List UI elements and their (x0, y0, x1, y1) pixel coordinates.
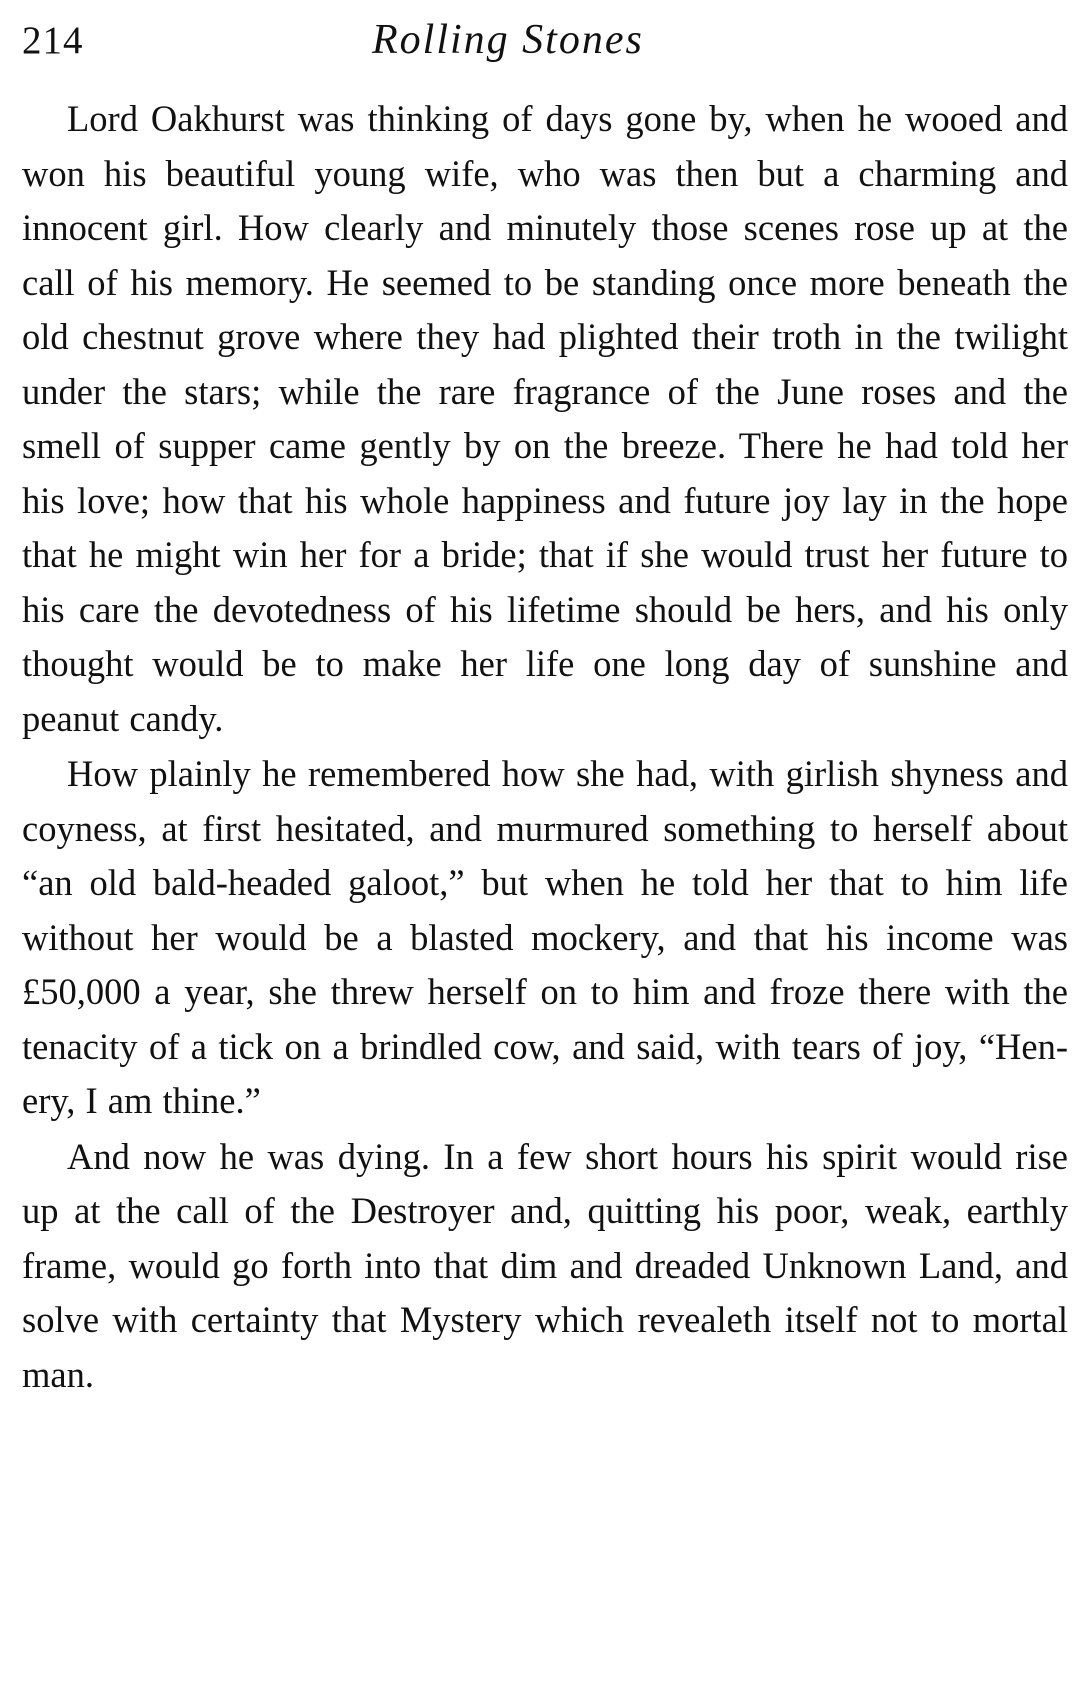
paragraph-3: And now he was dying. In a few short hours his spirit would rise up at the call of the Destroyer and, quitting his poor, weak, earthly frame, would go forth into that dim and dreaded Unknown Land, and solve with certainty that Mystery which revealeth itself not to mortal man. (22, 1135, 1068, 1395)
paragraph-2: How plainly he remembered how she had, with girlish shyness and coyness, at first hesitated, and murmured something to herself about “an old bald-headed galoot,” but when he told her that to him life without her would be a blasted mockery, and that his income was £50,000 a year, she threw herself on to him and froze there with the tenacity of a tick on a brindled cow, and said, with tears of joy, “Hen-ery, I am thine.” (22, 753, 1068, 1121)
running-title: Rolling Stones (372, 17, 644, 63)
paragraph-1: Lord Oakhurst was thinking of days gone by, when he wooed and won his beautiful young wife, who was then but a charming and innocent girl. How clearly and minutely those scenes rose up at the call of his memory. He seemed to be standing once more beneath the old chestnut grove where they had plighted their troth in the twilight under the stars; while the rare fragrance of the June roses and the smell of supper came gently by on the breeze. There he had told her his love; how that his whole happiness and future joy lay in the hope that he might win her for a bride; that if she would trust her future to his care the devotedness of his lifetime should be hers, and his only thought would be to make her life one long day of sunshine and peanut candy. (22, 98, 1068, 739)
page-number: 214 (22, 19, 84, 62)
book-page (22, 0, 1068, 1681)
page-header (22, 16, 1068, 76)
body-text (22, 92, 1068, 1402)
